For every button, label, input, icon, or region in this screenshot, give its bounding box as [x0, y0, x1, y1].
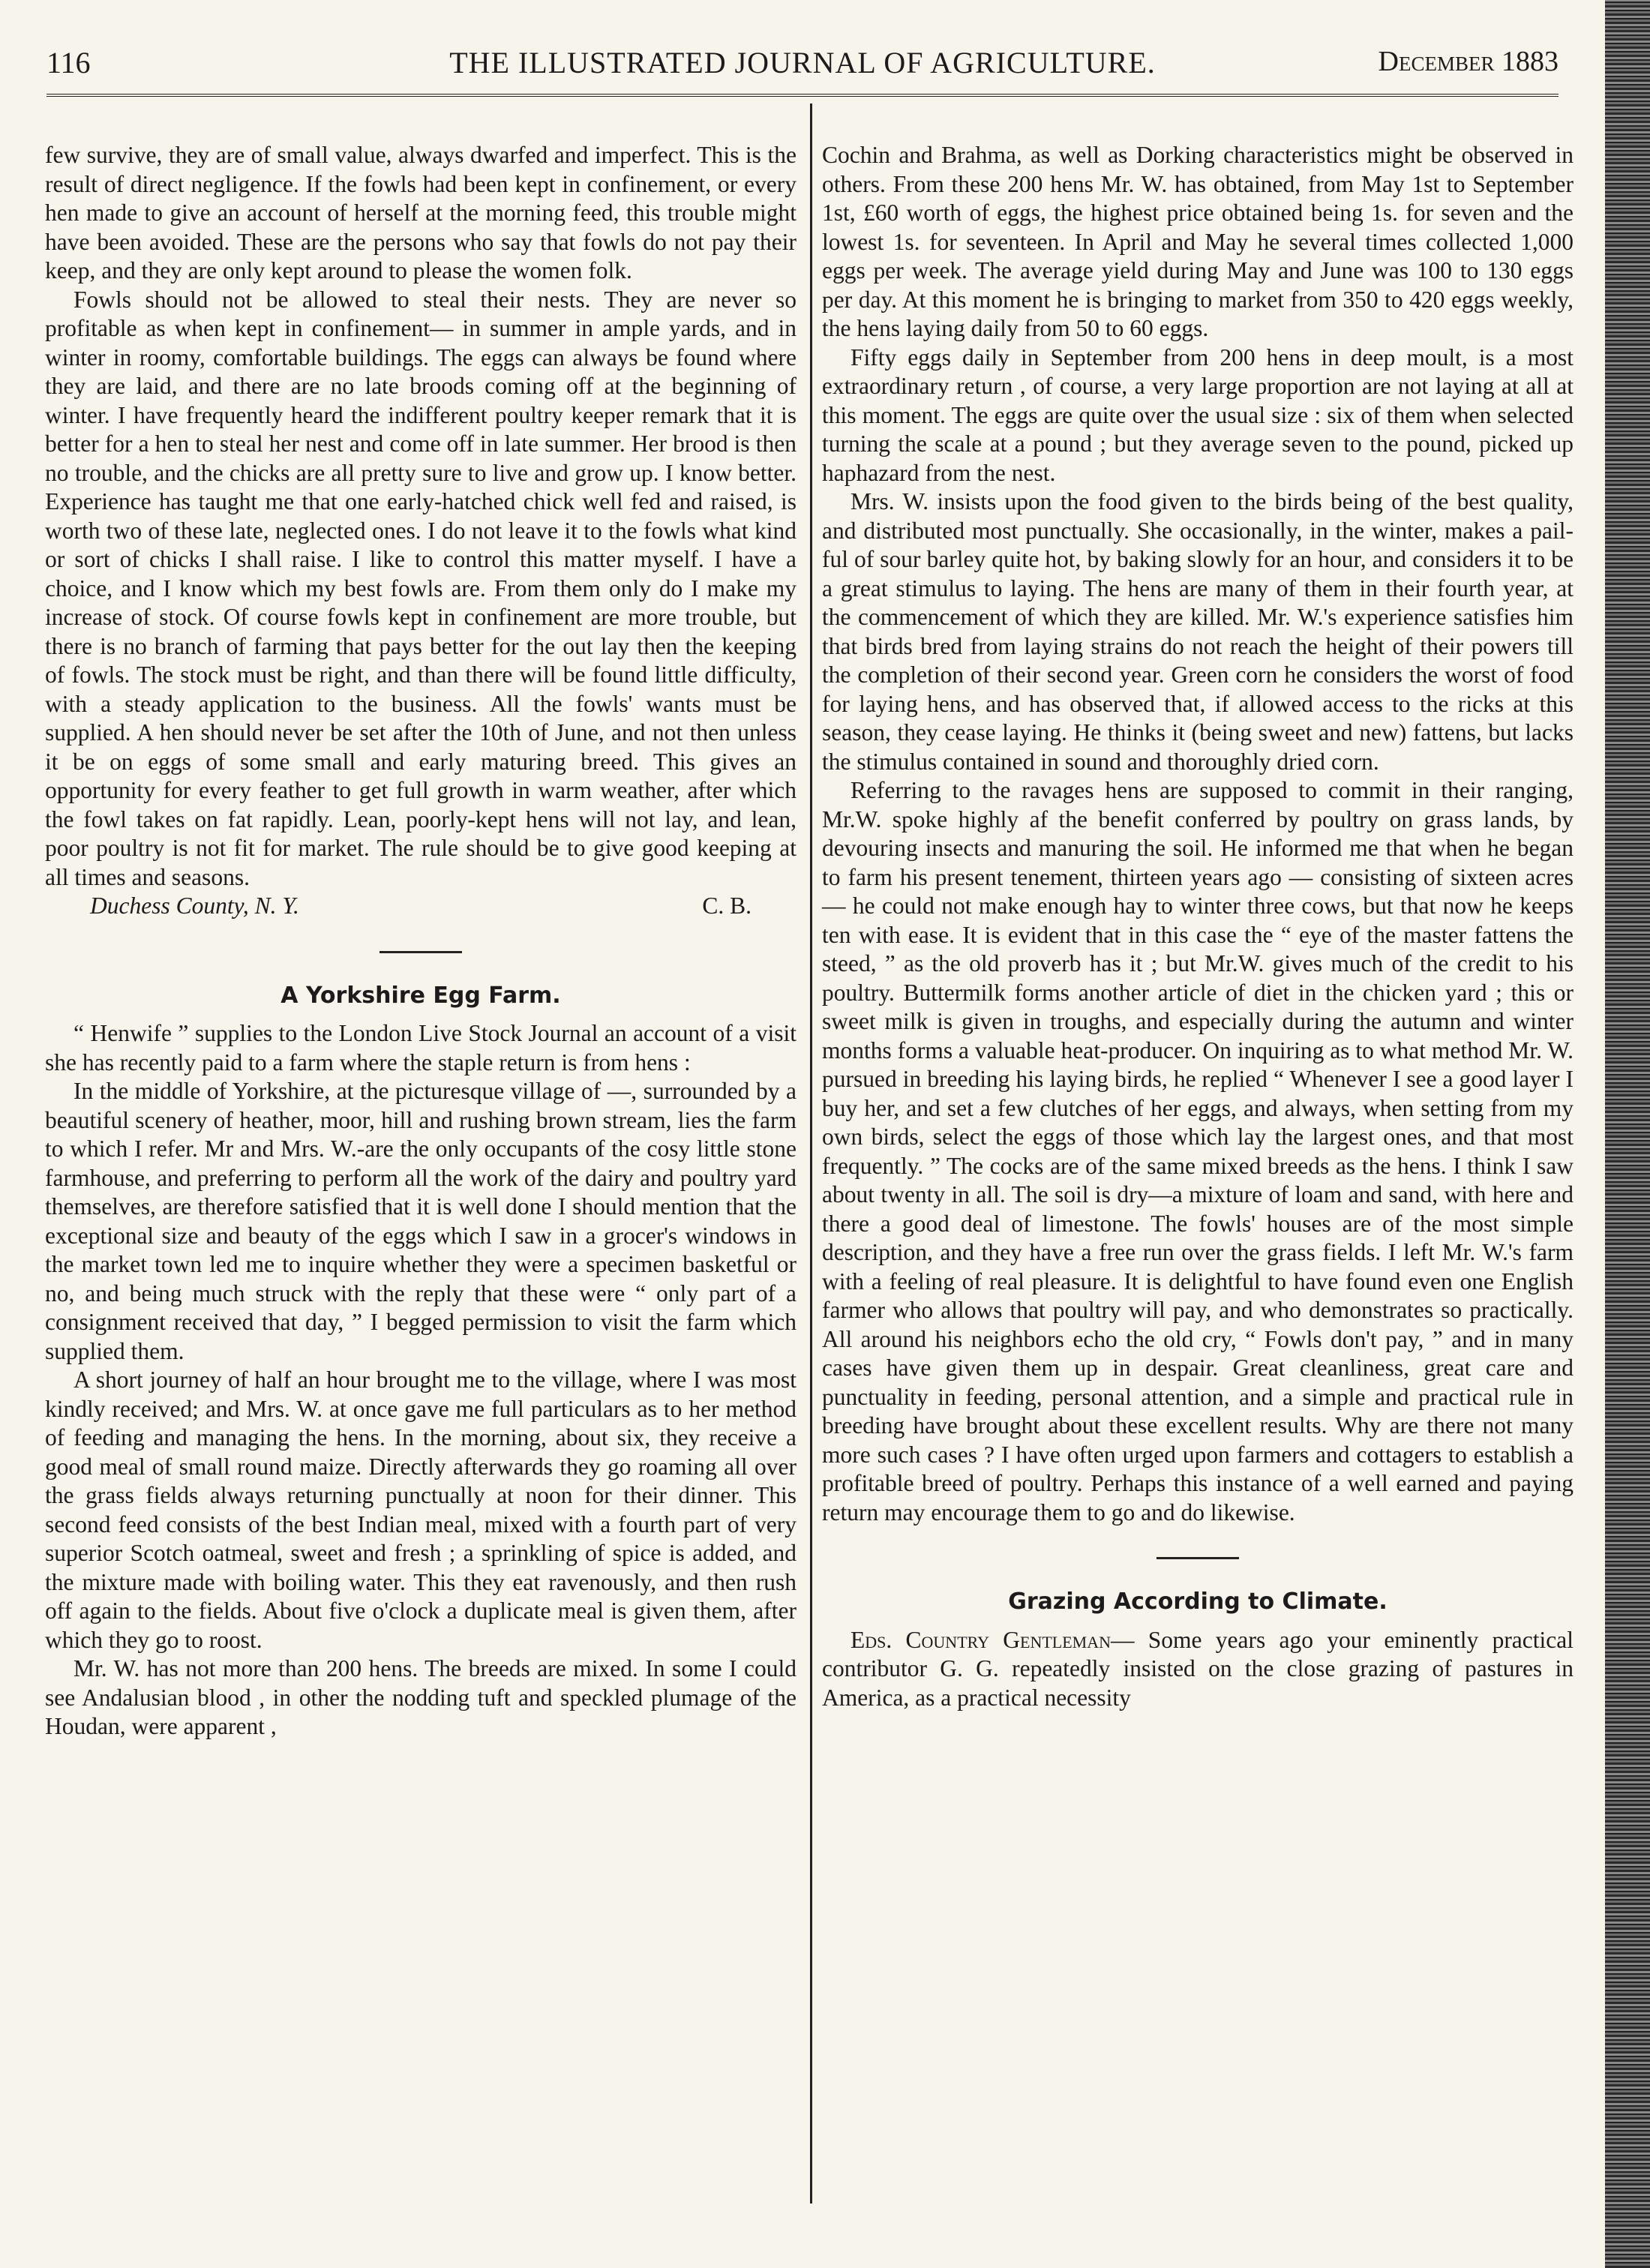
article-paragraph: Fifty eggs daily in September from 200 hens in deep moult, is a most extraordinary return , of course, a very large proportion are not laying at all at this moment. The eggs are quite over the usual size : six of them when selected turning the scale at a pound ; but they average seven to the pound, picked up haphazard from the nest. [822, 344, 1574, 486]
column-divider [810, 104, 812, 2204]
article-paragraph: “ Henwife ” supplies to the London Live Stock Journal an account of a visit she has recently paid to a farm where the staple return is from hens : [45, 1020, 796, 1076]
article-paragraph: A short journey of half an hour brought me to the village, where I was most kindly received; and Mrs. W. at once gave me full particulars as to her method of feeding and managing the hens. In the morning, about six, they receive a good meal of small round maize. Directly afterwards they go roaming all over the grass fields always returning punctually at noon for their dinner. This second feed consists of the best Indian meal, mixed with a fourth part of very superior Scotch oatmeal, sweet and fresh ; a sprinkling of spice is added, and the mixture made with boiling water. This they eat ravenously, and then rush off again to the fields. About five o'clock a duplicate meal is given them, after which they go to roost. [45, 1366, 796, 1653]
article-paragraph: In the middle of Yorkshire, at the picturesque village of —, surrounded by a beautiful scenery of heather, moor, hill and rushing brown stream, lies the farm to which I refer. Mr and Mrs. W.-are the only occupants of the cosy little stone farmhouse, and preferring to perform all the work of the dairy and poultry yard themselves, are therefore satisfied that it is well done I should mention that the exceptional size and beauty of the eggs which I saw in a grocer's windows in the market town led me to inquire whether they were a specimen basketful or no, and being much struck with the reply that these were “ only part of a consignment received that day, ” I begged permission to visit the farm which supplied them. [45, 1078, 796, 1364]
article-paragraph: Fowls should not be allowed to steal their nests. They are never so profitable as when kept in confinement— in summer in ample yards, and in winter in roomy, comfortable buildings. The eggs can always be found where they are laid, and there are no late broods coming off at the beginning of winter. I have frequently heard the indifferent poultry keeper remark that it is better for a hen to steal her nest and come off in late summer. Her brood is then no trouble, and the chicks are all pretty sure to live and grow up. I know better. Experience has taught me that one early-hatched chick well fed and raised, is worth two of these late, neglected ones. I do not leave it to the fowls what kind or sort of chicks I shall raise. I like to control this matter myself. I have a choice, and I know which my best fowls are. From them only do I make my increase of stock. Of course fowls kept in confinement are more trouble, but there is no branch of farming that pays better for the out lay then the keeping of fowls. The stock must be right, and than there will be found little difficulty, with a steady application to the business. All the fowls' wants must be supplied. A hen should never be set after the 10th of June, and not then unless it be on eggs of some small and early maturing breed. This gives an opportunity for every feather to get full growth in warm weather, after which the fowl takes on fat rapidly. Lean, poorly-kept hens will not lay, and lean, poor poultry is not fit for market. The rule should be to give good keeping at all times and seasons. [45, 286, 796, 890]
article-paragraph: few survive, they are of small value, always dwarfed and imperfect. This is the result of direct negligence. If the fowls had been kept in confinement, or every hen made to give an account of herself at the morning feed, this trouble might have been avoided. These are the persons who say that fowls do not pay their keep, and they are only kept around to please the women folk. [45, 142, 796, 284]
page-header [46, 39, 1558, 84]
article-paragraph: Referring to the ravages hens are supposed to commit in their ranging, Mr.W. spoke highly af the benefit conferred by poultry on grass lands, by devouring insects and manuring the soil. He informed me that when he began to farm his present tenement, thirteen years ago — consisting of sixteen acres — he could not make enough hay to winter three cows, but that now he keeps ten with ease. It is evident that in this case the “ eye of the master fattens the steed, ” as the old proverb has it ; but Mr.W. gives much of the credit to his poultry. Buttermilk forms another article of diet in the chicken yard ; this or sweet milk is given in troughs, and especially during the autumn and winter months forms a valuable heat-producer. On inquiring as to what method Mr. W. pursued in breeding his laying birds, he replied “ Whenever I see a good layer I buy her, and set a few clutches of her eggs, and always, when setting from my own birds, select the eggs of those which lay the largest ones, and that most frequently. ” The cocks are of the same mixed breeds as the hens. I think I saw about twenty in all. The soil is dry—a mixture of loam and sand, with here and there a good deal of limestone. The fowls' houses are of the most simple description, and they have a free run over the grass fields. I left Mr. W.'s farm with a feeling of real pleasure. It is delightful to have found even one English farmer who allows that poultry will pay, and who demonstrates so practically. All around his neighbors echo the old cry, “ Fowls don't pay, ” and in many cases have given them up in despair. Great cleanliness, great care and punctuality in feeding, personal attention, and a simple and practical rule in breeding have brought about these excellent results. Why are there not many more such cases ? I have often urged upon farmers and cottagers to establish a profitable breed of poultry. Perhaps this instance of a well earned and paying return may encourage them to go and do likewise. [822, 777, 1574, 1526]
scanned-page-edge [1605, 0, 1650, 2268]
signature-place: Duchess County, N. Y. [90, 892, 299, 919]
section-title-grazing-according-to-climate: Grazing According to Climate. [1008, 1588, 1388, 1615]
article-paragraph: Cochin and Brahma, as well as Dorking characteristics might be observed in others. From these 200 hens Mr. W. has obtained, from May 1st to September 1st, £60 worth of eggs, the highest price obtained being 1s. for seven and the lowest 1s. for seventeen. In April and May he several times collected 1,000 eggs per week. The average yield during May and June was 100 to 130 eggs per day. At this moment he is bringing to market from 350 to 420 eggs weekly, the hens laying daily from 50 to 60 eggs. [822, 142, 1574, 341]
signature-initials: C. B. [702, 892, 752, 919]
article-paragraph: Mr. W. has not more than 200 hens. The breeds are mixed. In some I could see Andalusian blood , in other the nodding tuft and speckled plumage of the Houdan, were apparent , [45, 1655, 796, 1739]
left-column [45, 141, 796, 1742]
journal-title: THE ILLUSTRATED JOURNAL OF AGRICULTURE. [449, 46, 1156, 80]
article-signature [45, 892, 796, 921]
page-number: 116 [46, 46, 91, 80]
section-separator [380, 951, 462, 953]
section-title-yorkshire-egg-farm: A Yorkshire Egg Farm. [280, 982, 561, 1009]
right-column [822, 141, 1574, 1712]
article-paragraph: Mrs. W. insists upon the food given to the birds being of the best quality, and distributed most punctually. She occasionally, in the winter, makes a pail-ful of sour barley quite hot, by baking slowly for an hour, and considers it to be a great stimulus to laying. The hens are many of them in their fourth year, at the commencement of which they are killed. Mr. W.'s experience satisfies him that birds bred from laying strains do not reach the height of their powers till the completion of their second year. Green corn he considers the worst of food for laying hens, and has observed that, if allowed access to the ricks at this season, they cease laying. He thinks it (being sweet and new) fattens, but lacks the stimulus contained in sound and thoroughly dried corn. [822, 488, 1574, 775]
section-paragraph-text: Some years ago your eminently practical contributor G. G. repeatedly insisted on the close grazing of pastures in America, as a practical necessity [822, 1626, 1574, 1711]
header-rule [46, 94, 1558, 97]
section-separator [1156, 1557, 1239, 1559]
article-paragraph [822, 1626, 1574, 1713]
issue-date: December 1883 [1378, 46, 1558, 77]
section-addressee: Eds. Country Gentleman— [850, 1626, 1135, 1653]
